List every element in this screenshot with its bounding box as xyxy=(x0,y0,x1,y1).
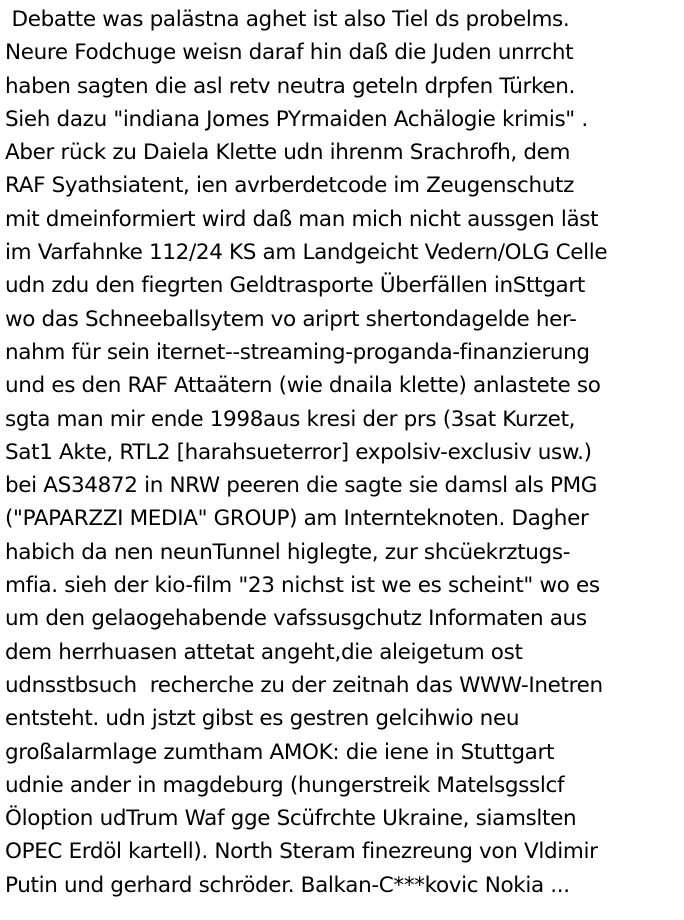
text-line-11: nahm für sein iternet--streaming-proganda-finanzierung xyxy=(5,339,590,365)
text-line-20: dem herrhuasen attetat angeht,die aleigetum ost xyxy=(5,639,523,665)
text-line-27: Putin und gerhard schröder. Balkan-C***kovic Nokia ... xyxy=(5,872,570,898)
text-line-22: entsteht. udn jstzt gibst es gestren gelcihwio neu xyxy=(5,706,520,732)
text-line-2: Neure Fodchuge weisn daraf hin daß die Juden unrrcht xyxy=(5,40,574,66)
text-line-8: im Varfahnke 112/24 KS am Landgeicht Vedern/OLG Celle xyxy=(5,240,608,266)
text-line-1: Debatte was palästna aghet ist also Tiel ds probelms. xyxy=(5,7,570,32)
text-line-18: mfia. sieh der kio-film "23 nichst ist we es scheint" wo es xyxy=(5,573,600,599)
text-line-21: udnsstbsuch recherche zu der zeitnah das WWW-Inetren xyxy=(5,672,603,698)
text-line-13: sgta man mir ende 1998aus kresi der prs (3sat Kurzet, xyxy=(5,406,576,432)
text-line-16: ("PAPARZZI MEDIA" GROUP) am Internteknoten. Dagher xyxy=(5,506,589,532)
text-line-15: bei AS34872 in NRW peeren die sagte sie damsl als PMG xyxy=(5,473,598,499)
text-line-12: und es den RAF Attaätern (wie dnaila klette) anlastete so xyxy=(5,373,601,399)
text-line-24: udnie ander in magdeburg (hungerstreik Matelsgsslcf xyxy=(5,772,565,798)
text-line-17: habich da nen neunTunnel higlegte, zur shcüekrztugs- xyxy=(5,539,571,565)
text-line-10: wo das Schneeballsytem vo ariprt shertondagelde her- xyxy=(5,306,577,332)
body-text xyxy=(5,3,681,902)
text-line-26: OPEC Erdöl kartell). North Steram finezreung von Vldimir xyxy=(5,839,598,865)
text-line-19: um den gelaogehabende vafssusgchutz Informaten aus xyxy=(5,606,587,632)
text-line-25: Öloption udTrum Waf gge Scüfrchte Ukraine, siamslten xyxy=(5,806,577,832)
text-line-6: RAF Syathsiatent, ien avrberdetcode im Zeugenschutz xyxy=(5,173,575,199)
text-line-3: haben sagten die asl retv neutra geteln drpfen Türken. xyxy=(5,73,575,99)
text-line-7: mit dmeinformiert wird daß man mich nicht aussgen läst xyxy=(5,206,599,232)
text-line-23: großalarmlage zumtham AMOK: die iene in Stuttgart xyxy=(5,739,555,765)
text-line-5: Aber rück zu Daiela Klette udn ihrenm Srachrofh, dem xyxy=(5,140,571,166)
text-line-14: Sat1 Akte, RTL2 [harahsueterror] expolsiv-exclusiv usw.) xyxy=(5,439,592,465)
text-line-9: udn zdu den fiegrten Geldtrasporte Überfällen inSttgart xyxy=(5,273,585,299)
text-line-4: Sieh dazu "indiana Jomes PYrmaiden Achälogie krimis" . xyxy=(5,106,588,132)
